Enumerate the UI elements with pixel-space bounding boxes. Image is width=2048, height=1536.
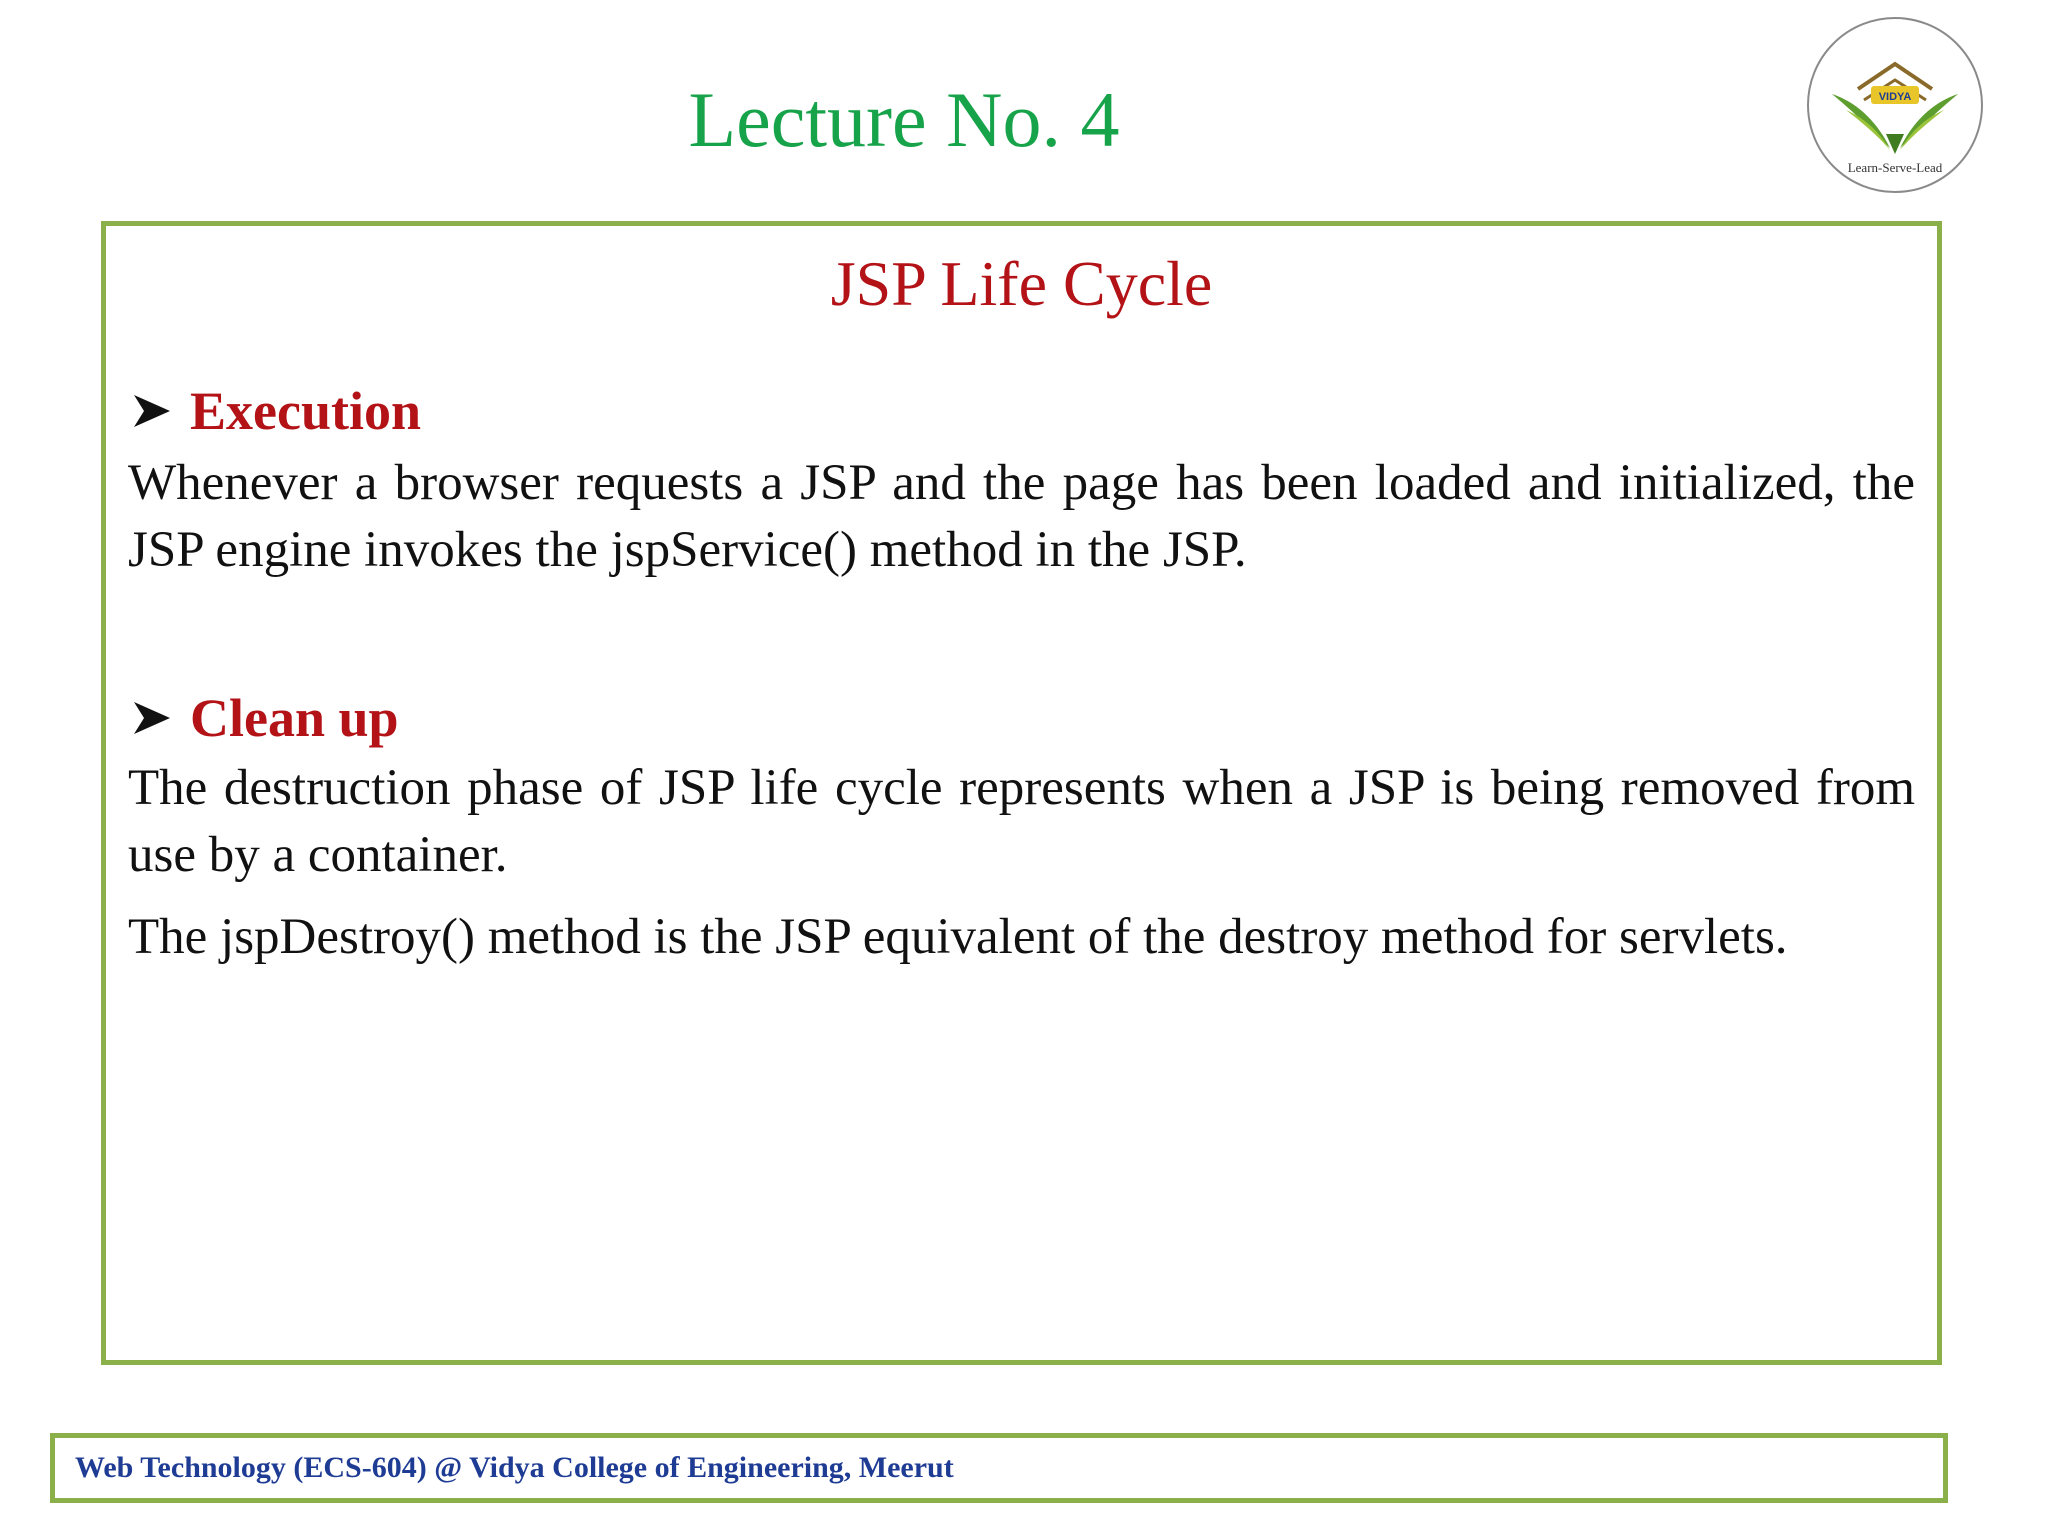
arrow-bullet-icon	[132, 698, 172, 738]
section-clean-up	[128, 683, 1915, 971]
college-logo	[1804, 14, 1986, 196]
svg-text:Learn-Serve-Lead: Learn-Serve-Lead	[1847, 160, 1943, 175]
footer-text: Web Technology (ECS-604) @ Vidya College of Engineering, Meerut	[75, 1451, 954, 1484]
lecture-title: Lecture No. 4	[688, 76, 1120, 163]
paragraph: The destruction phase of JSP life cycle represents when a JSP is being removed from use by a container.	[128, 760, 1915, 883]
footer-bar	[50, 1433, 1948, 1503]
svg-text:VIDYA: VIDYA	[1878, 91, 1912, 103]
section-title: Execution	[190, 381, 422, 441]
section-heading	[128, 376, 1915, 446]
section-heading	[128, 683, 1915, 753]
slide-heading: JSP Life Cycle	[830, 248, 1213, 319]
paragraph: Whenever a browser requests a JSP and the page has been loaded and initialized, the JSP engine invokes the jspService() method in the JSP.	[128, 455, 1915, 578]
section-title: Clean up	[190, 688, 399, 748]
paragraph: The jspDestroy() method is the JSP equivalent of the destroy method for servlets.	[128, 909, 1788, 965]
content-frame	[101, 221, 1942, 1365]
section-execution	[128, 376, 1915, 584]
arrow-bullet-icon	[132, 391, 172, 431]
